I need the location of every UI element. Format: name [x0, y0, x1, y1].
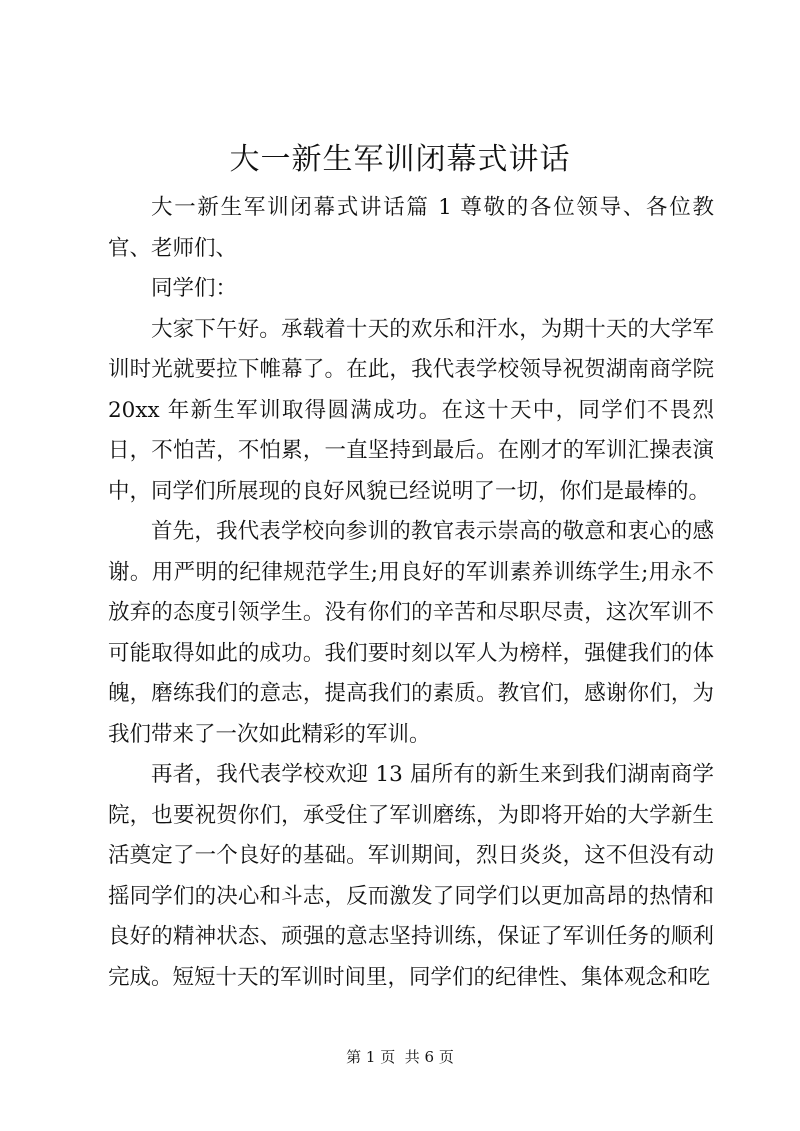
page-number: 第 1 页 共 6 页 — [346, 1048, 454, 1066]
paragraph-salutation: 大一新生军训闭幕式讲话篇 1 尊敬的各位领导、各位教官、老师们、 — [108, 195, 714, 261]
document-title: 大一新生军训闭幕式讲话 — [229, 142, 571, 177]
paragraph-opening: 大家下午好。承载着十天的欢乐和汗水，为期十天的大学军训时光就要拉下帷幕了。在此，我代表学校领导祝贺湖南商学院 20xx 年新生军训取得圆满成功。在这十天中，同学们不畏烈日，不怕苦，不怕累，一直坚持到最后。在刚才的军训汇操表演中，同学们所展现的良好风貌已经说明了一切，你们是最棒的。 — [108, 316, 714, 504]
document-body — [108, 188, 714, 998]
paragraph-thanks-instructors: 首先，我代表学校向参训的教官表示崇高的敬意和衷心的感谢。用严明的纪律规范学生;用良好的军训素养训练学生;用永不放弃的态度引领学生。没有你们的辛苦和尽职尽责，这次军训不可能取得如此的成功。我们要时刻以军人为榜样，强健我们的体魄，磨练我们的意志，提高我们的素质。教官们，感谢你们，为我们带来了一次如此精彩的军训。 — [108, 519, 714, 747]
paragraph-greeting: 同学们： — [151, 276, 238, 301]
paragraph-welcome-students: 再者，我代表学校欢迎 13 届所有的新生来到我们湖南商学院，也要祝贺你们，承受住了军训磨练，为即将开始的大学新生活奠定了一个良好的基础。军训期间，烈日炎炎，这不但没有动摇同学们的决心和斗志，反而激发了同学们以更加高昂的热情和良好的精神状态、顽强的意志坚持训练，保证了军训任务的顺利完成。短短十天的军训时间里，同学们的纪律性、集体观念和吃 — [108, 762, 714, 990]
page-footer — [0, 1047, 800, 1067]
